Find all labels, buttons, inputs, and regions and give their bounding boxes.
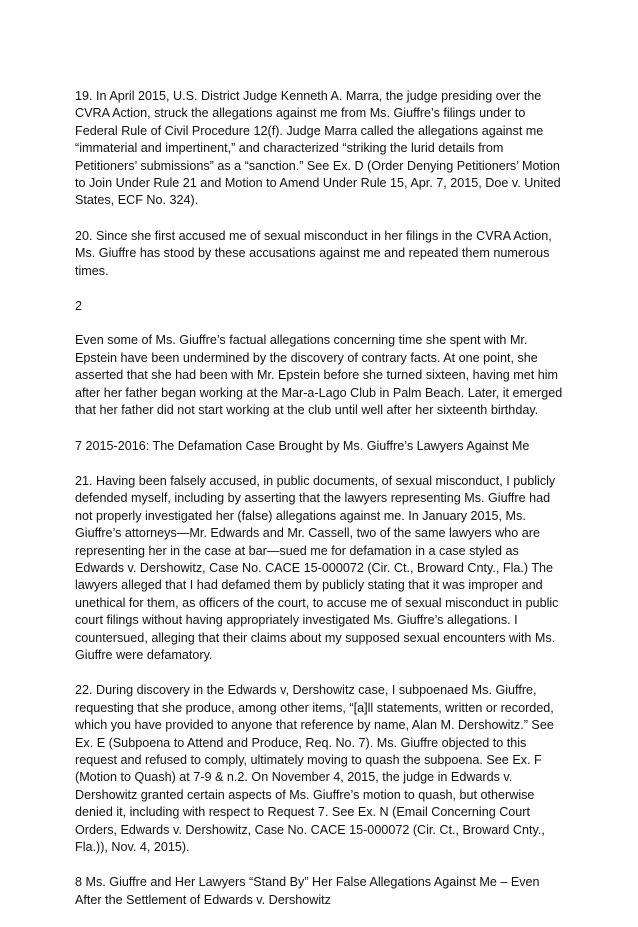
paragraph-19: 19. In April 2015, U.S. District Judge Kenneth A. Marra, the judge presiding over the CVRA Action, struck the allegations against me from Ms. Giuffre’s filings under to Federal Rule of Civil Procedure 12(f). Judge Marra called the allegations against me “immaterial and impertinent,” and characterized “striking the lurid details from Petitioners’ submissions” as a “sanction.” See Ex. D (Order Denying Petitioners’ Motion to Join Under Rule 21 and Motion to Amend Under Rule 15, Apr. 7, 2015, Doe v. United States, ECF No. 324). [75, 89, 561, 208]
document-page [75, 88, 565, 927]
section-heading-8: 8 Ms. Giuffre and Her Lawyers “Stand By” Her False Allegations Against Me – Even After the Settlement of Edwards v. Dershowitz [75, 875, 540, 907]
footnote-text: Even some of Ms. Giuffre’s factual allegations concerning time she spent with Mr. Epstein have been undermined by the discovery of contrary facts. At one point, she asserted that she had been with Mr. Epstein before she turned sixteen, having met him after her father began working at the Mar-a-Lago Club in Palm Beach. Later, it emerged that her father did not start working at the club until well after her sixteenth birthday. [75, 333, 563, 418]
paragraph-22: 22. During discovery in the Edwards v, Dershowitz case, I subpoenaed Ms. Giuffre, requesting that she produce, among other items, “[a]ll statements, written or recorded, which you have provided to anyone that reference by name, Alan M. Dershowitz.” See Ex. E (Subpoena to Attend and Produce, Req. No. 7). Ms. Giuffre objected to this request and refused to comply, ultimately moving to quash the subpoena. See Ex. F (Motion to Quash) at 7-9 & n.2. On November 4, 2015, the judge in Edwards v. Dershowitz granted certain aspects of Ms. Giuffre’s motion to quash, but otherwise denied it, including with respect to Request 7. See Ex. N (Email Concerning Court Orders, Edwards v. Dershowitz, Case No. CACE 15-000072 (Cir. Ct., Broward Cnty., Fla.)), Nov. 4, 2015). [75, 683, 554, 855]
paragraph-21: 21. Having been falsely accused, in public documents, of sexual misconduct, I publicly defended myself, including by asserting that the lawyers representing Ms. Giuffre had not properly investigated her (false) allegations against me. In January 2015, Ms. Giuffre’s attorneys—Mr. Edwards and Mr. Cassell, two of the same lawyers who are representing her in the case at bar—sued me for defamation in a case styled as Edwards v. Dershowitz, Case No. CACE 15-000072 (Cir. Ct., Broward Cnty., Fla.) The lawyers alleged that I had defamed them by publicly stating that it was improper and unethical for them, as officers of the court, to accuse me of sexual misconduct in public court filings without having appropriately investigated Ms. Giuffre’s allegations. I countersued, alleging that their claims about my supposed sexual encounters with Ms. Giuffre were defamatory. [75, 473, 559, 662]
footnote-marker: 2 [75, 299, 83, 314]
paragraph-20: 20. Since she first accused me of sexual misconduct in her filings in the CVRA Action, Ms. Giuffre has stood by these accusations against me and repeated them numerous times. [75, 228, 552, 278]
section-heading-7: 7 2015-2016: The Defamation Case Brought by Ms. Giuffre’s Lawyers Against Me [75, 438, 530, 453]
